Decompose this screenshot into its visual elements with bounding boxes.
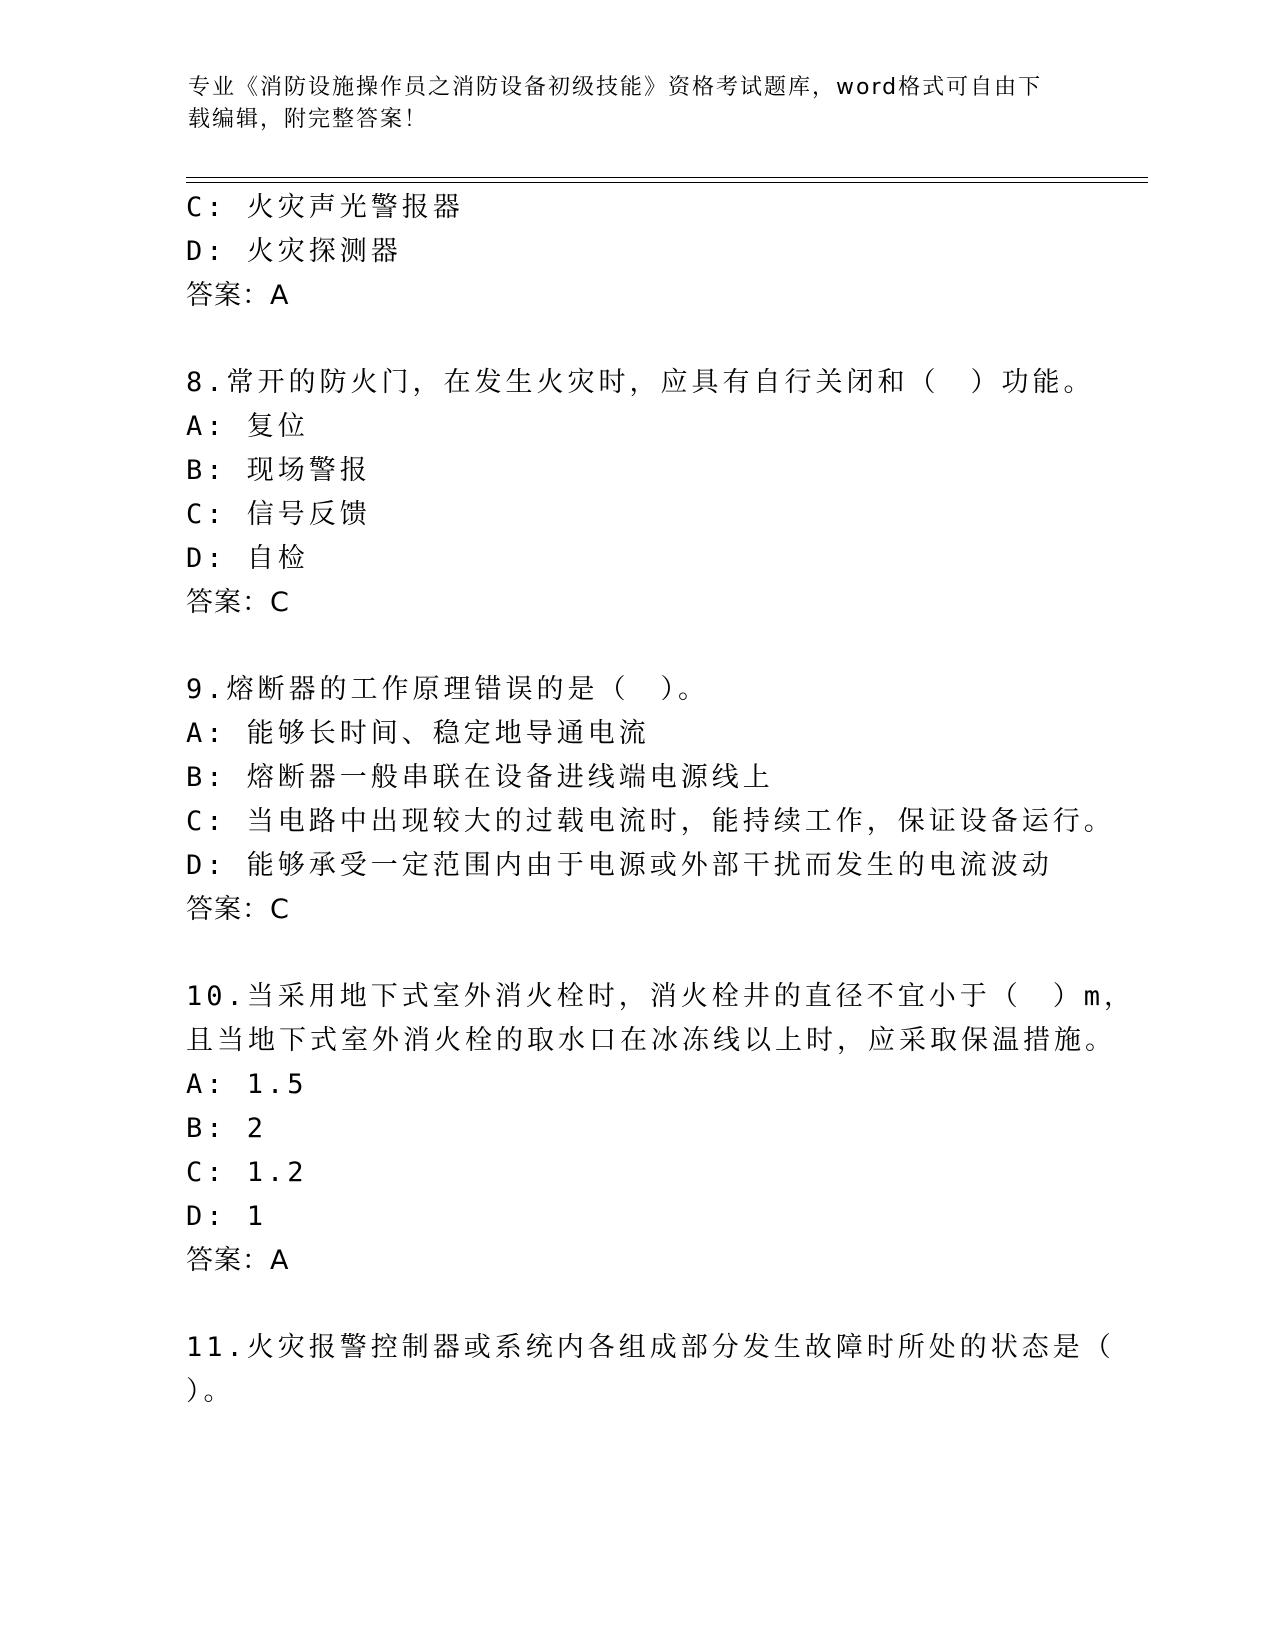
q8-option-c: C: 信号反馈 (186, 499, 371, 530)
q8-answer: 答案：C (186, 587, 290, 618)
q7-answer: 答案：A (186, 280, 290, 311)
q10-question-line-2: 且当地下式室外消火栓的取水口在冰冻线以上时，应采取保温措施。 (186, 1025, 1116, 1056)
q9-answer: 答案：C (186, 894, 290, 925)
q11-question-line-1: 11.火灾报警控制器或系统内各组成部分发生故障时所处的状态是（ (186, 1332, 1115, 1363)
q10-question-line-1: 10.当采用地下式室外消火栓时，消火栓井的直径不宜小于（ ）m， (186, 981, 1136, 1012)
q9-option-c: C: 当电路中出现较大的过载电流时，能持续工作，保证设备运行。 (186, 806, 1115, 837)
q8-question: 8.常开的防火门，在发生火灾时，应具有自行关闭和（ ）功能。 (186, 367, 1095, 398)
q11-question-line-2: ）。 (186, 1376, 235, 1407)
header-line-1: 专业《消防设施操作员之消防设备初级技能》资格考试题库，word格式可自由下 (188, 75, 1043, 100)
q10-option-b: B: 2 (186, 1113, 268, 1144)
q8-option-b: B: 现场警报 (186, 455, 371, 486)
q7-option-c: C: 火灾声光警报器 (186, 192, 464, 223)
header-line-2: 载编辑，附完整答案！ (188, 107, 429, 132)
q8-option-d: D: 自检 (186, 543, 309, 574)
q9-option-a: A: 能够长时间、稳定地导通电流 (186, 718, 650, 749)
q10-option-c: C: 1.2 (186, 1157, 308, 1188)
header-divider-top (186, 177, 1148, 178)
q10-answer: 答案：A (186, 1245, 290, 1276)
q9-option-d: D: 能够承受一定范围内由于电源或外部干扰而发生的电流波动 (186, 850, 1053, 881)
q9-option-b: B: 熔断器一般串联在设备进线端电源线上 (186, 762, 774, 793)
q9-question: 9.熔断器的工作原理错误的是（ ）。 (186, 674, 710, 705)
document-header (188, 72, 1088, 136)
q8-option-a: A: 复位 (186, 411, 309, 442)
header-divider-bottom (186, 182, 1148, 183)
q10-option-d: D: 1 (186, 1201, 268, 1232)
q7-option-d: D: 火灾探测器 (186, 236, 402, 267)
q10-option-a: A: 1.5 (186, 1069, 308, 1100)
